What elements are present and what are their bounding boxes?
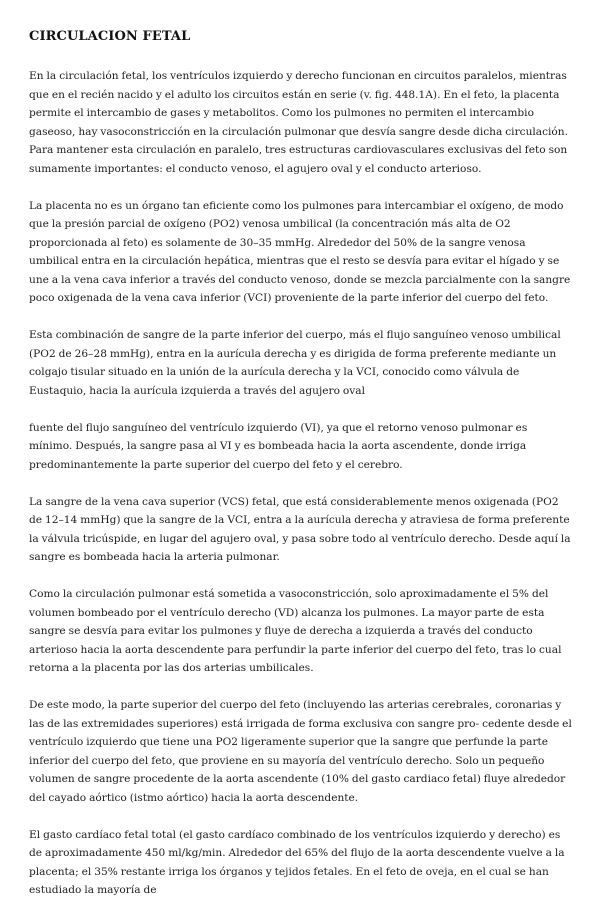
document-title: CIRCULACION FETAL (29, 29, 191, 44)
paragraph-5: La sangre de la vena cava superior (VCS) fetal, que está considerablemente menos oxigenada (PO2 de 12–14 mmHg) que la sangre de la VCI, entra a la aurícula derecha y atraviesa de forma preferente la válvula tricúspide, en lugar del agujero oval, y pasa sobre todo al ventrículo derecho. Desde aquí la sangre es bombeada hacia la arteria pulmonar. (29, 495, 571, 563)
paragraph-8: El gasto cardíaco fetal total (el gasto cardíaco combinado de los ventrículos izquierdo y derecho) es de aproximadamente 450 ml/kg/min. Alrededor del 65% del flujo de la aorta descendente vuelve a la placenta; el 35% restante irriga los órganos y tejidos fetales. En el feto de oveja, en el cual se han estudiado la mayoría de (29, 828, 565, 896)
paragraph-4: fuente del flujo sanguíneo del ventrículo izquierdo (VI), ya que el retorno venoso pulmonar es mínimo. Después, la sangre pasa al VI y es bombeada hacia la aorta ascendente, donde irriga predominantemente la parte superior del cuerpo del feto y el cerebro. (29, 421, 528, 471)
paragraph-3: Esta combinación de sangre de la parte inferior del cuerpo, más el flujo sanguíneo venoso umbilical (PO2 de 26–28 mmHg), entra en la aurícula derecha y es dirigida de forma preferente mediante un colgajo tisular situado en la unión de la aurícula derecha y la VCI, conocido como válvula de Eustaquio, hacia la aurícula izquierda a través del agujero oval (29, 329, 561, 397)
paragraph-6: Como la circulación pulmonar está sometida a vasoconstricción, solo aproximadamente el 5% del volumen bombeado por el ventrículo derecho (VD) alcanza los pulmones. La mayor parte de esta sangre se desvía para evitar los pulmones y fluye de derecha a izquierda a través del conducto arterioso hacia la aorta descendente para perfundir la parte inferior del cuerpo del feto, tras lo cual retorna a la placenta por las dos arterias umbilicales. (29, 588, 562, 674)
paragraph-2: La placenta no es un órgano tan eficiente como los pulmones para intercambiar el oxígeno, de modo que la presión parcial de oxígeno (PO2) venosa umbilical (la concentración más alta de O2 proporcionada al feto) es solamente de 30–35 mmHg. Alrededor del 50% de la sangre venosa umbilical entra en la circulación hepática, mientras que el resto se desvía para evitar el hígado y se une a la vena cava inferior a través del conducto venoso, donde se mezcla parcialmente con la sangre poco oxigenada de la vena cava inferior (VCI) proveniente de la parte inferior del cuerpo del feto. (29, 199, 571, 304)
paragraph-1: En la circulación fetal, los ventrículos izquierdo y derecho funcionan en circuitos paralelos, mientras que en el recién nacido y el adulto los circuitos están en serie (v. fig. 448.1A). En el feto, la placenta permite el intercambio de gases y metabolitos. Como los pulmones no permiten el intercambio gaseoso, hay vasoconstricción en la circulación pulmonar que desvía sangre desde dicha circulación. Para mantener esta circulación en paralelo, tres estructuras cardiovasculares exclusivas del feto son sumamente importantes: el conducto venoso, el agujero oval y el conducto arterioso. (29, 70, 568, 175)
paragraph-7: De este modo, la parte superior del cuerpo del feto (incluyendo las arterias cerebrales, coronarias y las de las extremidades superiores) está irrigada de forma exclusiva con sangre pro- cedente desde el ventrículo izquierdo que tiene una PO2 ligeramente superior que la sangre que perfunde la parte inferior del cuerpo del feto, que proviene en su mayoría del ventrículo derecho. Solo un pequeño volumen de sangre procedente de la aorta ascendente (10% del gasto cardiaco fetal) fluye alrededor del cayado aórtico (istmo aórtico) hacia la aorta descendente. (29, 699, 572, 804)
